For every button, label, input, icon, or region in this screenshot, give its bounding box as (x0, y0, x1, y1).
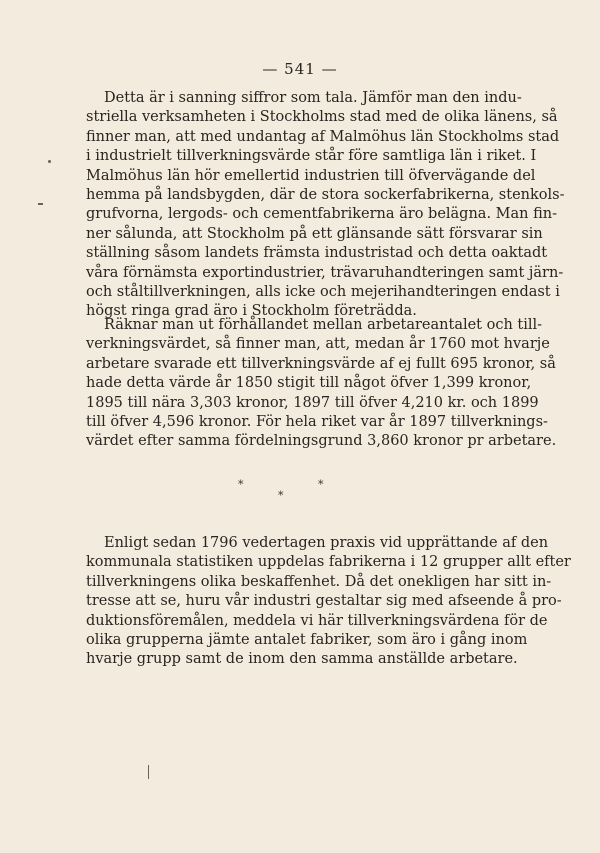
text-line: högst ringa grad äro i Stockholm företrädda. (86, 303, 417, 320)
text-line: Räknar man ut förhållandet mellan arbetareantalet och till- (104, 317, 543, 333)
text-line: kommunala statistiken uppdelas fabrikerna i 12 grupper allt efter (86, 554, 571, 571)
text-line: hvarje grupp samt de inom den samma anställde arbetare. (86, 651, 518, 668)
paragraph-2 (86, 316, 557, 452)
text-line: finner man, att med undantag af Malmöhus län Stockholms stad (86, 128, 560, 145)
paragraph-1 (86, 89, 565, 322)
paragraph-3 (86, 534, 571, 670)
text-line: hemma på landsbygden, där de stora sockerfabrikerna, stenkols- (86, 186, 565, 203)
text-line: Malmöhus län hör emellertid industrien till öfvervägande del (86, 167, 536, 184)
text-line: striella verksamheten i Stockholms stad med de olika länens, så (86, 109, 558, 126)
text-line: hade detta värde år 1850 stigit till något öfver 1,399 kronor, (86, 375, 532, 392)
asterisk: * (318, 478, 324, 491)
text-line: olika grupperna jämte antalet fabriker, som äro i gång inom (86, 631, 528, 648)
text-line: Enligt sedan 1796 vedertagen praxis vid upprättande af den (104, 535, 549, 551)
paper-speck (38, 203, 43, 205)
text-line: duktionsföremålen, meddela vi här tillverkningsvärdena för de (86, 612, 548, 629)
text-line: tillverkningens olika beskaffenhet. Då det onekligen har sitt in- (86, 573, 552, 590)
text-line: i industrielt tillverkningsvärde står före samtliga län i riket. I (86, 148, 537, 165)
text-line: arbetare svarade ett tillverkningsvärde af ej fullt 695 kronor, så (86, 355, 556, 372)
text-line: och ståltillverkningen, alls icke och mejerihandteringen endast i (86, 283, 560, 300)
text-line: värdet efter samma fördelningsgrund 3,860 kronor pr arbetare. (86, 433, 557, 450)
text-line: ner sålunda, att Stockholm på ett glänsande sätt försvarar sin (86, 225, 543, 242)
text-line: våra förnämsta exportindustrier, trävaruhandteringen samt järn- (86, 264, 564, 281)
paper-speck (148, 765, 149, 779)
asterisk: * (238, 478, 244, 491)
page-number: — 541 — (262, 60, 338, 78)
text-line: 1895 till nära 3,303 kronor, 1897 till öfver 4,210 kr. och 1899 (86, 394, 539, 411)
section-separator (0, 478, 600, 508)
text-line: Detta är i sanning siffror som tala. Jämför man den indu- (104, 90, 522, 106)
text-line: grufvorna, lergods- och cementfabrikerna äro belägna. Man fin- (86, 206, 558, 223)
text-line: till öfver 4,596 kronor. För hela riket var år 1897 tillverknings- (86, 413, 548, 430)
text-line: tresse att se, huru vår industri gestaltar sig med afseende å pro- (86, 593, 562, 610)
paper-speck (48, 160, 51, 163)
text-line: ställning såsom landets främsta industristad och detta oaktadt (86, 245, 548, 262)
asterisk: * (278, 489, 284, 502)
text-line: verkningsvärdet, så finner man, att, medan år 1760 mot hvarje (86, 336, 550, 353)
